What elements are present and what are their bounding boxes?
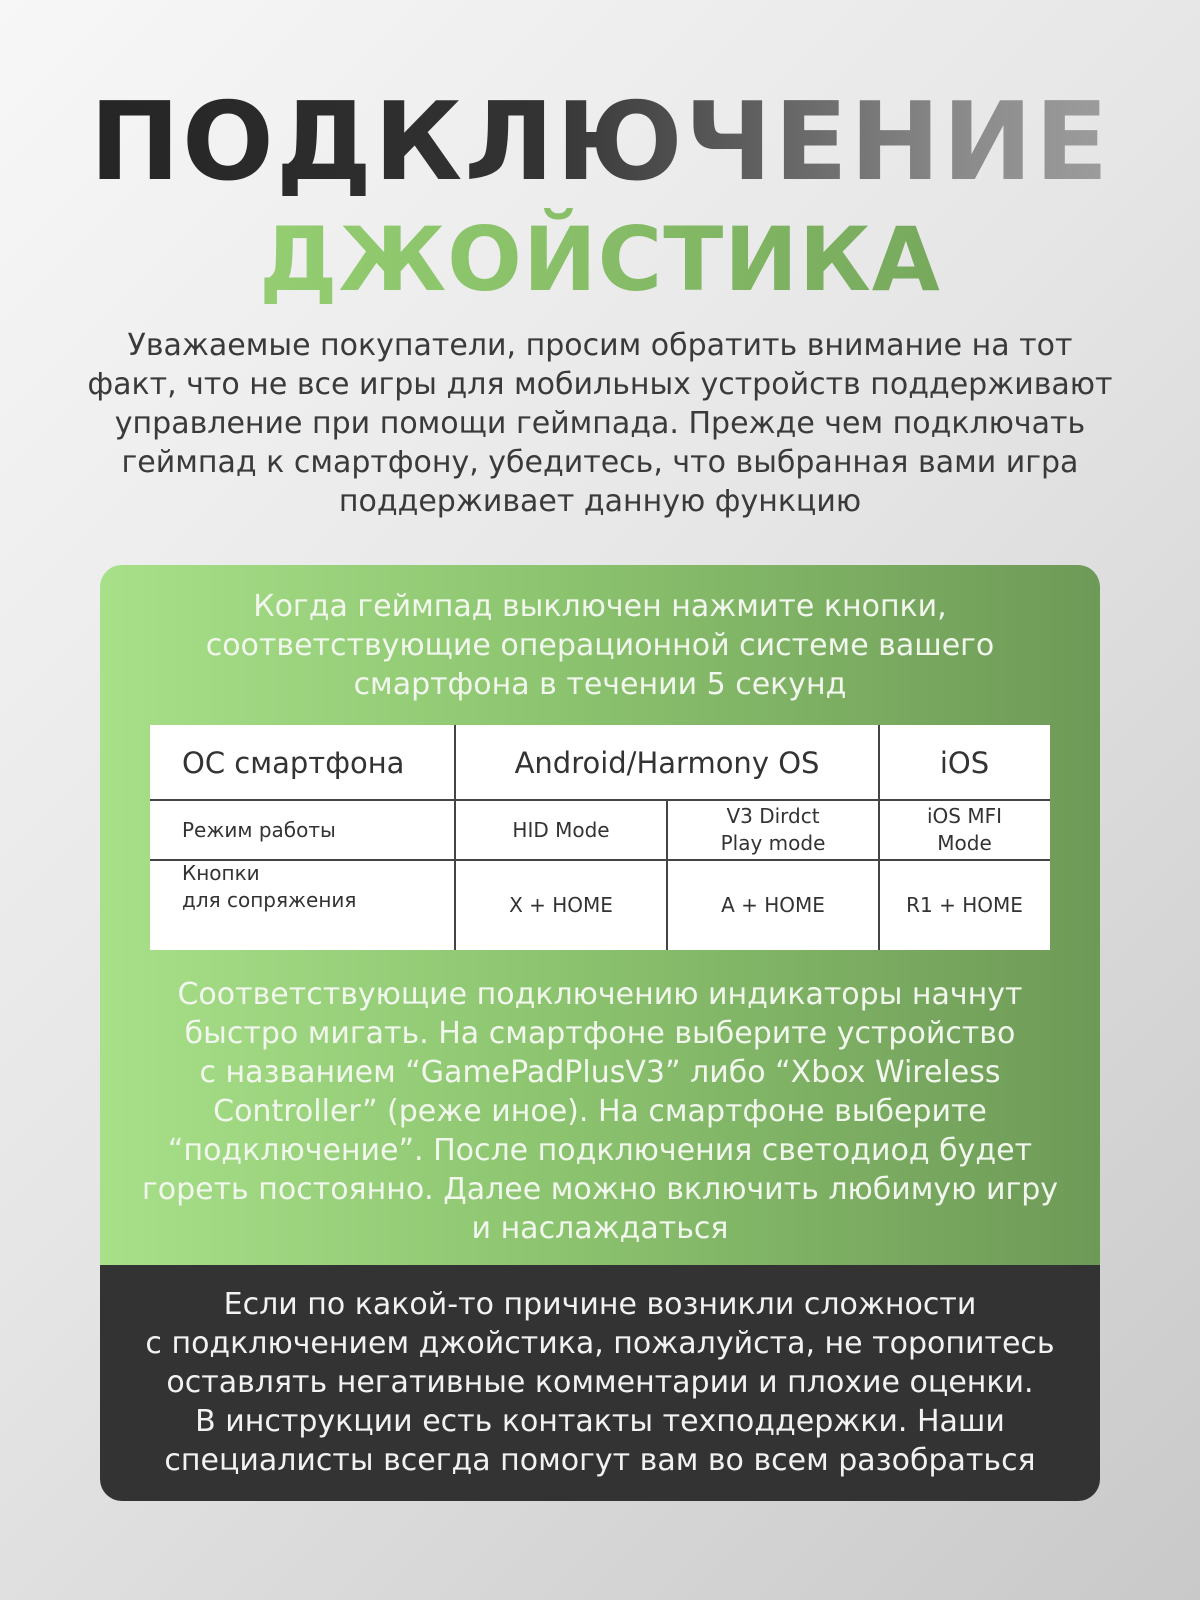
table-cell-text: iOS MFI [926,804,1002,828]
support-line: с подключением джойстика, пожалуйста, не торопитесь [145,1326,1055,1361]
table-divider [666,800,668,950]
table-header-os: ОС смартфона [182,745,405,780]
table-cell-v3-buttons: A + HOME [721,892,825,917]
support-line: Если по какой-то причине возникли сложности [223,1287,977,1322]
table-cell-hid-mode: HID Mode [512,817,610,842]
table-divider [150,799,1050,801]
instructions-line: Controller” (реже иное). На смартфоне выберите [213,1094,987,1129]
instructions-card [100,565,1100,1265]
os-pairing-table [150,725,1050,950]
instructions-top-text [100,587,1100,704]
instructions-line: и наслаждаться [471,1211,729,1246]
table-row-mode-label: Режим работы [182,817,336,842]
instructions-line: Когда геймпад выключен нажмите кнопки, [253,589,947,624]
intro-text [60,326,1140,521]
instructions-bottom-text [100,975,1100,1248]
table-header-ios: iOS [939,745,990,780]
instructions-line: гореть постоянно. Далее можно включить любимую игру [141,1172,1059,1207]
support-text [100,1285,1100,1480]
table-cell-text: Mode [937,831,992,855]
table-row-buttons-label [150,860,455,950]
table-divider [150,859,1050,861]
table-cell-ios-buttons: R1 + HOME [906,892,1023,917]
page-title: ПОДКЛЮЧЕНИЕ [0,78,1200,208]
table-divider [878,725,880,950]
support-line: оставлять негативные комментарии и плохие оценки. [166,1365,1034,1400]
support-line: В инструкции есть контакты техподдержки. Наши [195,1404,1005,1439]
table-cell-ios-mode [879,800,1050,860]
instructions-line: Соответствующие подключению индикаторы начнут [177,977,1023,1012]
instructions-line: соответствующие операционной системе вашего [205,628,995,663]
instructions-line: быстро мигать. На смартфоне выберите устройство [184,1016,1016,1051]
intro-line: управление при помощи геймпада. Прежде чем подключать [114,406,1086,441]
table-header-android: Android/Harmony OS [514,745,820,780]
table-cell-text: Play mode [720,831,826,855]
intro-line: факт, что не все игры для мобильных устройств поддерживают [87,367,1113,402]
table-cell-text: для сопряжения [182,888,357,912]
instructions-line: “подключение”. После подключения светодиод будет [167,1133,1033,1168]
intro-line: геймпад к смартфону, убедитесь, что выбранная вами игра [121,445,1079,480]
table-cell-text: V3 Dirdct [726,804,820,828]
page-subtitle: ДЖОЙСТИКА [0,206,1200,314]
instructions-line: с названием “GamePadPlusV3” либо “Xbox Wireless [199,1055,1001,1090]
intro-line: Уважаемые покупатели, просим обратить внимание на тот [127,328,1073,363]
table-cell-text: Кнопки [182,861,260,885]
intro-line: поддерживает данную функцию [338,484,862,519]
table-divider [454,725,456,950]
support-card [100,1265,1100,1501]
support-line: специалисты всегда помогут вам во всем разобраться [164,1443,1036,1478]
instructions-line: смартфона в течении 5 секунд [353,667,847,702]
table-cell-v3-mode [667,800,879,860]
table-cell-hid-buttons: X + HOME [509,892,613,917]
